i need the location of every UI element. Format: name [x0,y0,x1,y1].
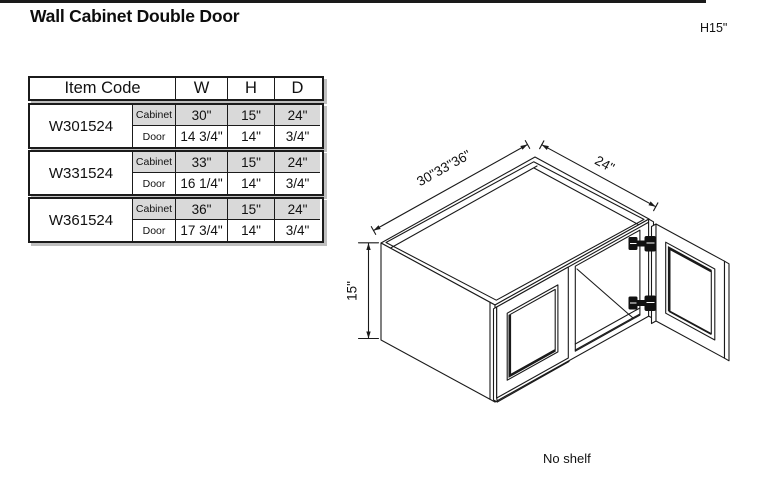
open-door [652,224,730,361]
door-d: 3/4" [274,173,320,194]
cabinet-d: 24" [274,105,320,126]
door-w: 16 1/4" [175,173,227,194]
page-title: Wall Cabinet Double Door [30,6,240,26]
dim-height-label: 15" [344,281,360,301]
cabinet-w: 33" [175,152,227,173]
height-note: H15" [700,21,728,35]
cabinet-h: 15" [227,152,274,173]
item-code: W331524 [30,152,132,194]
row-label-door: Door [132,126,175,147]
row-label-cabinet: Cabinet [132,199,175,220]
door-w: 17 3/4" [175,220,227,241]
row-label-cabinet: Cabinet [132,105,175,126]
no-shelf-caption: No shelf [543,451,591,466]
cabinet-h: 15" [227,105,274,126]
header-h: H [227,78,274,99]
row-label-cabinet: Cabinet [132,152,175,173]
door-h: 14" [227,126,274,147]
dim-width-label: 30"33"36" [414,147,474,190]
door-h: 14" [227,220,274,241]
header-w: W [175,78,227,99]
header-d: D [274,78,320,99]
cabinet-w: 36" [175,199,227,220]
door-d: 3/4" [274,220,320,241]
row-label-door: Door [132,220,175,241]
door-w: 14 3/4" [175,126,227,147]
item-code: W301524 [30,105,132,147]
cabinet-d: 24" [274,199,320,220]
dimension-height [345,243,379,339]
door-h: 14" [227,173,274,194]
cabinet-h: 15" [227,199,274,220]
door-d: 3/4" [274,126,320,147]
item-code: W361524 [30,199,132,241]
cabinet-d: 24" [274,152,320,173]
dim-depth-label: 24" [592,152,617,176]
cabinet-w: 30" [175,105,227,126]
row-label-door: Door [132,173,175,194]
header-item-code: Item Code [64,79,141,97]
